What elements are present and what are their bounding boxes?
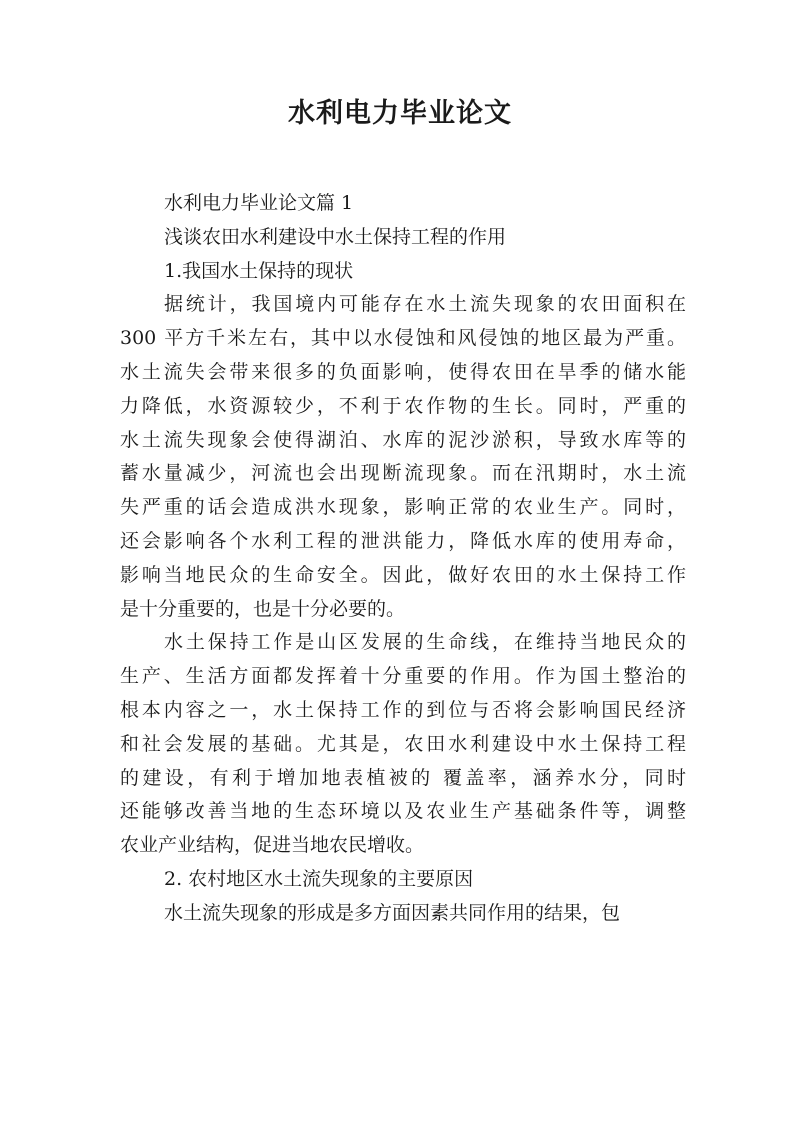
text-line: 300 平方千米左右，其中以水侵蚀和风侵蚀的地区最为严重。 xyxy=(120,327,686,350)
text-line: 据统计，我国境内可能存在水土流失现象的农田面积在 xyxy=(164,293,686,316)
text-line: 蓄水量减少，河流也会出现断流现象。而在汛期时，水土流 xyxy=(120,462,686,485)
text-line: 水利电力毕业论文篇 1 xyxy=(164,192,354,214)
body-paragraph xyxy=(120,897,686,931)
text-line: 浅谈农田水利建设中水土保持工程的作用 xyxy=(164,225,507,248)
text-line: 还会影响各个水利工程的泄洪能力，降低水库的使用寿命， xyxy=(120,529,686,552)
text-line: 1.我国水土保持的现状 xyxy=(164,259,354,282)
document-title: 水利电力毕业论文 xyxy=(288,98,512,129)
text-line: 的建设，有利于增加地表植被的 覆盖率，涵养水分，同时 xyxy=(120,766,686,789)
section-heading xyxy=(120,221,686,255)
text-line: 还能够改善当地的生态环境以及农业生产基础条件等，调整 xyxy=(120,800,686,823)
text-line: 影响当地民众的生命安全。因此，做好农田的水土保持工作 xyxy=(120,563,686,586)
text-line: 农业产业结构，促进当地农民增收。 xyxy=(120,834,425,857)
section-heading xyxy=(120,863,686,897)
text-line: 失严重的话会造成洪水现象，影响正常的农业生产。同时， xyxy=(120,496,686,519)
text-line: 水土流失现象会使得湖泊、水库的泥沙淤积，导致水库等的 xyxy=(120,428,686,451)
section-heading xyxy=(120,255,686,289)
text-line: 生产、生活方面都发挥着十分重要的作用。作为国土整治的 xyxy=(120,665,686,688)
text-line: 水土流失现象的形成是多方面因素共同作用的结果，包 xyxy=(164,901,621,924)
text-line: 2. 农村地区水土流失现象的主要原因 xyxy=(164,867,474,890)
text-line: 是十分重要的，也是十分必要的。 xyxy=(120,597,406,620)
body-paragraph xyxy=(120,288,686,626)
text-line: 根本内容之一，水土保持工作的到位与否将会影响国民经济 xyxy=(120,698,686,721)
text-line: 水土保持工作是山区发展的生命线，在维持当地民众的 xyxy=(164,631,686,654)
section-heading xyxy=(120,187,686,221)
text-line: 力降低，水资源较少，不利于农作物的生长。同时，严重的 xyxy=(120,394,686,417)
body-paragraph xyxy=(120,626,686,863)
text-line: 和社会发展的基础。尤其是，农田水利建设中水土保持工程 xyxy=(120,732,686,755)
text-line: 水土流失会带来很多的负面影响，使得农田在旱季的储水能 xyxy=(120,360,686,383)
document-body xyxy=(120,187,686,931)
